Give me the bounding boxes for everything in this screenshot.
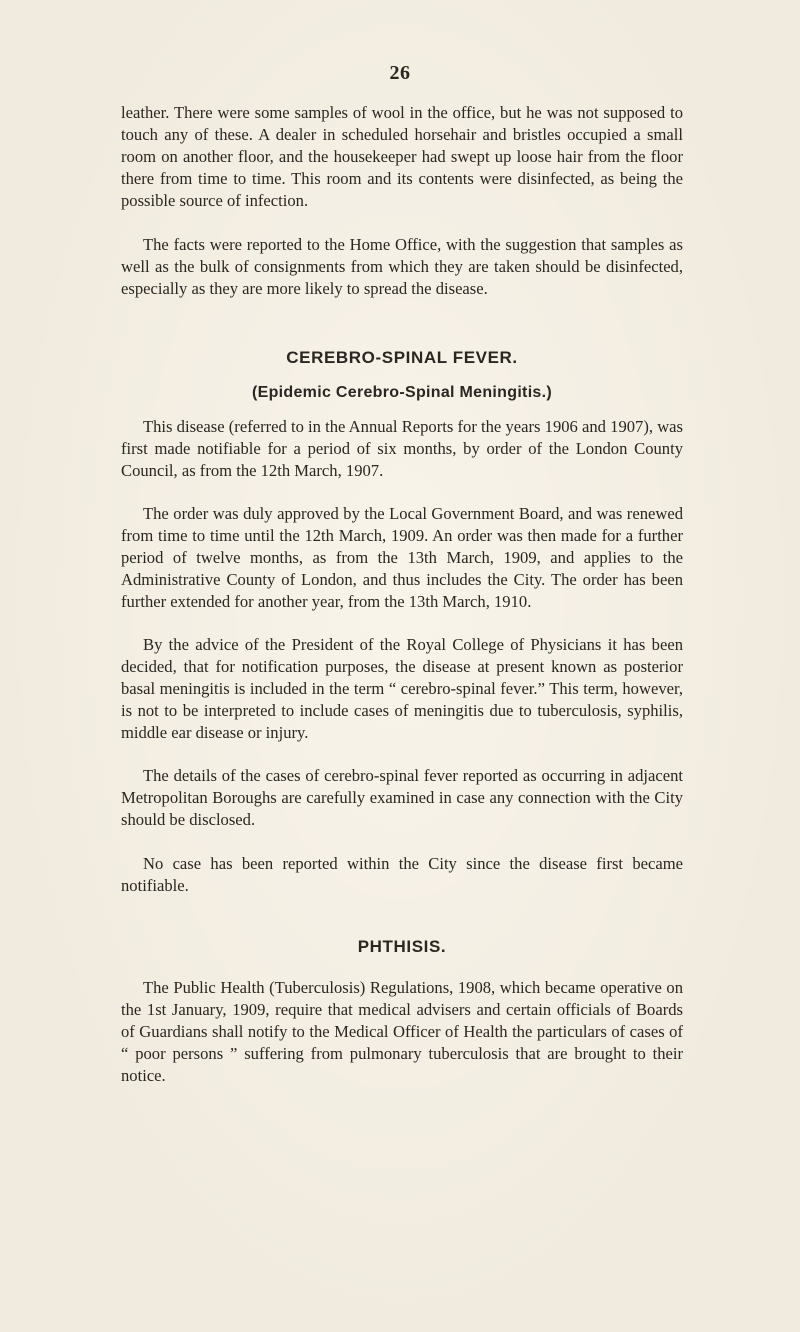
- page-number: 26: [389, 62, 411, 84]
- paragraph-order-renewed: The order was duly approved by the Local Government Board, and was renewed from time to time until the 12th March, 1909. An order was then made for a further period of twelve months, as from the 13th March, 1909, and applies to the Administrative County of London, and thus includes the City. The order has been further extended for another year, from the 13th March, 1910.: [121, 504, 683, 611]
- paragraph-adjacent-boroughs: The details of the cases of cerebro-spinal fever reported as occurring in adjacent Metropolitan Boroughs are carefully examined in case any connection with the City should be disclosed.: [121, 766, 683, 829]
- body-text: [121, 102, 683, 1087]
- paragraph-tuberculosis-regulations: The Public Health (Tuberculosis) Regulations, 1908, which became operative on the 1st January, 1909, require that medical advisers and certain officials of Boards of Guardians shall notify to the Medical Officer of Health the particulars of cases of “ poor persons ” suffering from pulmonary tuberculosis that are brought to their notice.: [121, 978, 683, 1085]
- paragraph-royal-college-advice: By the advice of the President of the Royal College of Physicians it has been decided, that for notification purposes, the disease at present known as posterior basal meningitis is included in the term “ cerebro-spinal fever.” This term, however, is not to be interpreted to include cases of meningitis due to tuberculosis, syphilis, middle ear disease or injury.: [121, 635, 683, 742]
- paragraph-leather-samples: leather. There were some samples of wool in the office, but he was not supposed to touch any of these. A dealer in scheduled horsehair and bristles occupied a small room on another floor, and the housekeeper had swept up loose hair from the floor there from time to time. This room and its contents were disinfected, as being the possible source of infection.: [121, 103, 683, 210]
- section-heading-cerebro-spinal-fever: CEREBRO-SPINAL FEVER.: [286, 348, 518, 367]
- section-subheading-epidemic-meningitis: (Epidemic Cerebro-Spinal Meningitis.): [251, 384, 553, 401]
- paragraph-no-case-reported: No case has been reported within the City since the disease first became notifiable.: [121, 854, 683, 895]
- section-heading-phthisis: PHTHISIS.: [357, 937, 447, 956]
- paragraph-home-office-report: The facts were reported to the Home Office, with the suggestion that samples as well as the bulk of consignments from which they are taken should be disinfected, especially as they are more likely to spread the disease.: [121, 235, 683, 298]
- paragraph-notifiable-disease: This disease (referred to in the Annual Reports for the years 1906 and 1907), was first made notifiable for a period of six months, by order of the London County Council, as from the 12th March, 1907.: [121, 417, 683, 480]
